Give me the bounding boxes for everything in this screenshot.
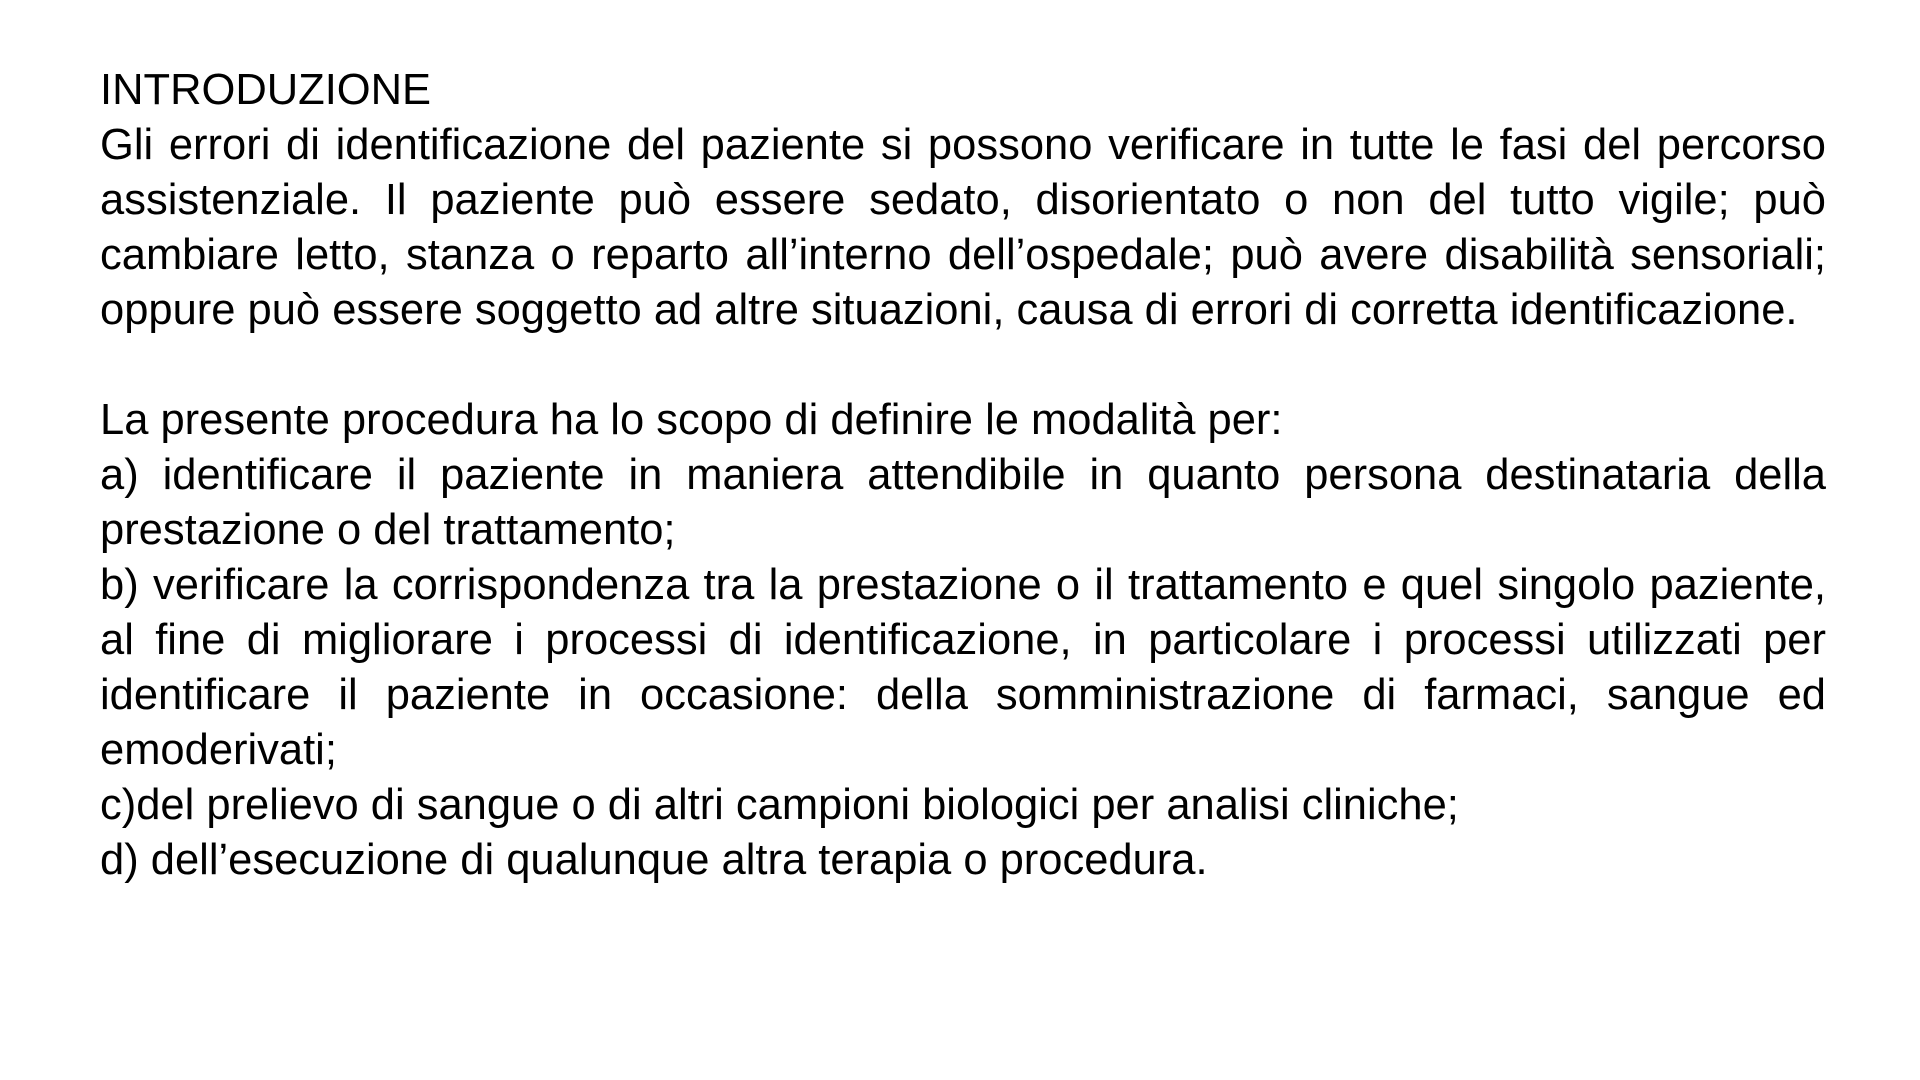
- purpose-intro: La presente procedura ha lo scopo di definire le modalità per:: [100, 396, 1283, 444]
- list-item-c: c)del prelievo di sangue o di altri campioni biologici per analisi cliniche;: [100, 781, 1459, 829]
- list-item-d: d) dell’esecuzione di qualunque altra terapia o procedura.: [100, 836, 1208, 884]
- list-item-b: b) verificare la corrispondenza tra la prestazione o il trattamento e quel singolo paziente, al fine di migliorare i processi di identificazione, in particolare i processi utilizzati per identificare il paziente in occasione: della somministrazione di farmaci, sangue ed emoderivati;: [100, 561, 1826, 774]
- paragraph-spacer: [100, 338, 1826, 393]
- section-heading: INTRODUZIONE: [100, 66, 432, 114]
- document-page: [100, 63, 1826, 888]
- list-item-a: a) identificare il paziente in maniera attendibile in quanto persona destinataria della prestazione o del trattamento;: [100, 451, 1826, 554]
- purpose-list: [100, 448, 1826, 888]
- intro-paragraph: Gli errori di identificazione del paziente si possono verificare in tutte le fasi del percorso assistenziale. Il paziente può essere sedato, disorientato o non del tutto vigile; può cambiare letto, stanza o reparto all’interno dell’ospedale; può avere disabilità sensoriali; oppure può essere soggetto ad altre situazioni, causa di errori di corretta identificazione.: [100, 121, 1826, 334]
